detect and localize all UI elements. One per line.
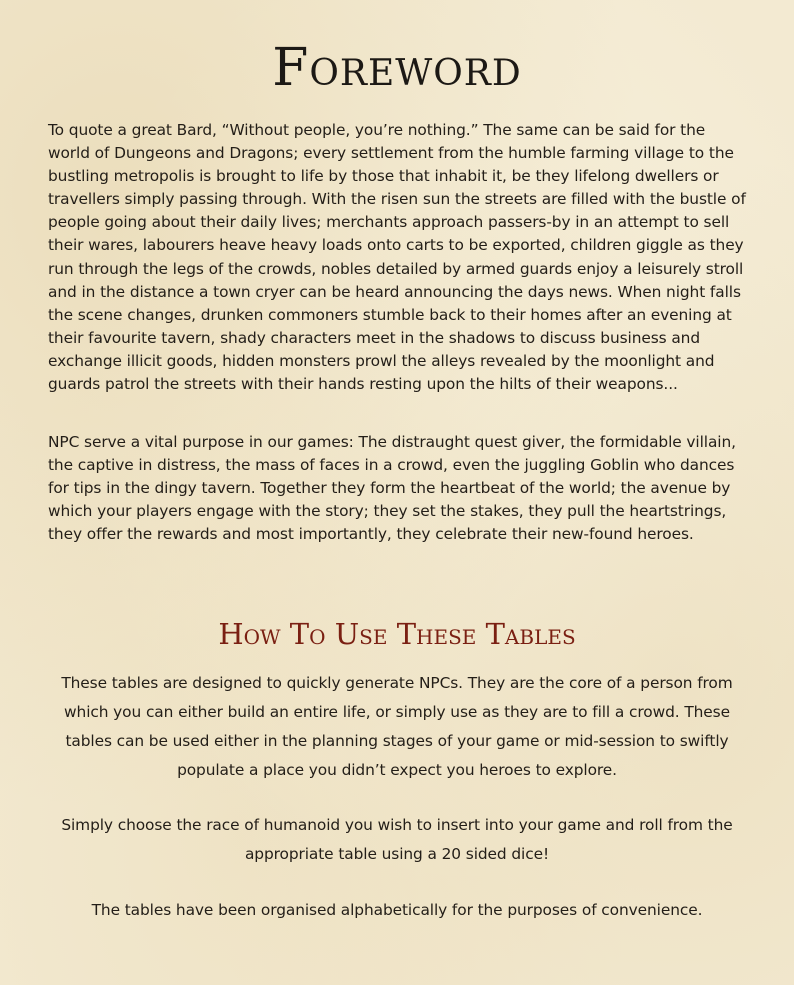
section-heading: How To Use These Tables bbox=[218, 617, 576, 651]
how-to-use-paragraph-2: Simply choose the race of humanoid you wish to insert into your game and roll from the appropriate table using a 20 sided dice! bbox=[61, 816, 733, 863]
page-title: Foreword bbox=[272, 38, 522, 98]
how-to-use-paragraph-1: These tables are designed to quickly generate NPCs. They are the core of a person from which you can either build an entire life, or simply use as they are to fill a crowd. These tables can be used either in the planning stages of your game or mid-session to swiftly populate a place you didn’t expect you heroes to explore. bbox=[61, 674, 733, 779]
foreword-paragraph-1: To quote a great Bard, “Without people, you’re nothing.” The same can be said for the world of Dungeons and Dragons; every settlement from the humble farming village to the bustling metropolis is brought to life by those that inhabit it, be they lifelong dwellers or travellers simply passing through. With the risen sun the streets are filled with the bustle of people going about their daily lives; merchants approach passers-by in an attempt to sell their wares, labourers heave heavy loads onto carts to be exported, children giggle as they run through the legs of the crowds, nobles detailed by armed guards enjoy a leisurely stroll and in the distance a town cryer can be heard announcing the days news. When night falls the scene changes, drunken commoners stumble back to their homes after an evening at their favourite tavern, shady characters meet in the shadows to discuss business and exchange illicit goods, hidden monsters prowl the alleys revealed by the moonlight and guards patrol the streets with their hands resting upon the hilts of their weapons... bbox=[48, 121, 746, 394]
foreword-paragraph-2: NPC serve a vital purpose in our games: The distraught quest giver, the formidable villain, the captive in distress, the mass of faces in a crowd, even the juggling Goblin who dances for tips in the dingy tavern. Together they form the heartbeat of the world; the avenue by which your players engage with the story; they set the stakes, they pull the heartstrings, they offer the rewards and most importantly, they celebrate their new-found heroes. bbox=[48, 433, 736, 544]
how-to-use-paragraph-3: The tables have been organised alphabetically for the purposes of convenience. bbox=[91, 901, 703, 919]
